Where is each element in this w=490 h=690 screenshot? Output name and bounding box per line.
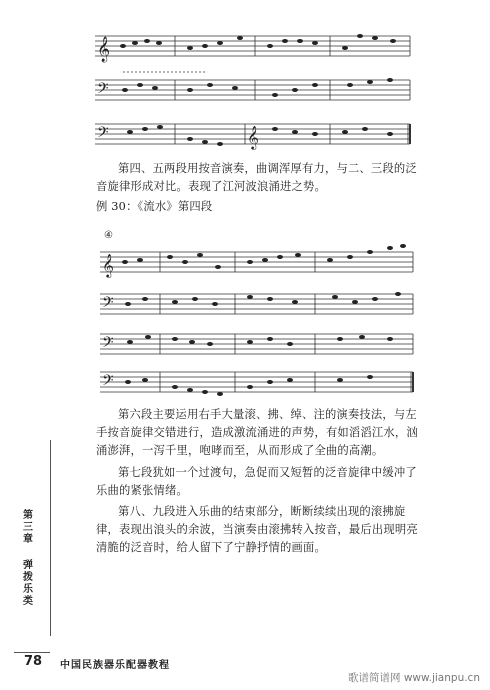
paragraph-3: 第七段犹如一个过渡句，急促而又短暂的泛音旋律中缓冲了乐曲的紧张情绪。 — [96, 466, 417, 497]
example-staff-4 — [100, 360, 420, 404]
page-number: 78 — [24, 654, 43, 669]
example-staff-notation-4 — [100, 360, 420, 404]
music-staff-top-3 — [95, 112, 415, 156]
svg-text:𝄞: 𝄞 — [97, 37, 111, 62]
svg-text:𝄢: 𝄢 — [102, 294, 114, 315]
paragraph-1: 第四、五两段用按音演奏，曲调浑厚有力，与二、三段的泛音旋律形成对比。表现了江河波浪涌进之势。 — [96, 162, 417, 193]
example-staff-2 — [100, 282, 420, 326]
staff-notation-2 — [95, 68, 415, 112]
example-staff-notation-1 — [100, 240, 420, 284]
svg-text:𝄢: 𝄢 — [102, 334, 114, 355]
sidebar-chapter: 第三章 — [23, 510, 33, 545]
svg-text:𝄢: 𝄢 — [102, 372, 114, 393]
rehearsal-mark: ④ — [104, 230, 113, 241]
svg-text:𝄢: 𝄢 — [97, 124, 109, 145]
watermark: 歌谱简谱网 www.jianpu.cn — [348, 672, 480, 684]
footer-rule — [14, 652, 50, 653]
music-staff-top-1 — [95, 28, 415, 68]
staff-notation-1 — [95, 28, 415, 68]
staff-notation-3 — [95, 112, 415, 156]
example-staff-notation-2 — [100, 282, 420, 326]
paragraph-2: 第六段主要运用右手大量滚、拂、绰、注的演奏技法，与左手按音旋律交错进行，造成激流涌进的声势，有如滔滔江水，汹涌澎湃，一泻千里，咆哮而至，从而形成了全曲的高潮。 — [96, 408, 418, 457]
example-label: 例 30：《流水》第四段 — [96, 200, 213, 213]
music-staff-top-2 — [95, 68, 415, 112]
sidebar-title: 弹拨乐类 — [23, 560, 33, 607]
svg-text:𝄞: 𝄞 — [247, 125, 259, 149]
paragraph-4: 第八、九段进入乐曲的结束部分，断断续续出现的滚拂旋律，表现出浪头的余波，当演奏由滚拂转入按音，最后出现明亮清脆的泛音时，给人留下了宁静抒情的画面。 — [96, 505, 418, 554]
svg-text:𝄞: 𝄞 — [102, 253, 114, 277]
book-title: 中国民族器乐配器教程 — [60, 660, 170, 671]
example-staff-1 — [100, 240, 420, 284]
svg-text:𝄢: 𝄢 — [97, 80, 109, 101]
